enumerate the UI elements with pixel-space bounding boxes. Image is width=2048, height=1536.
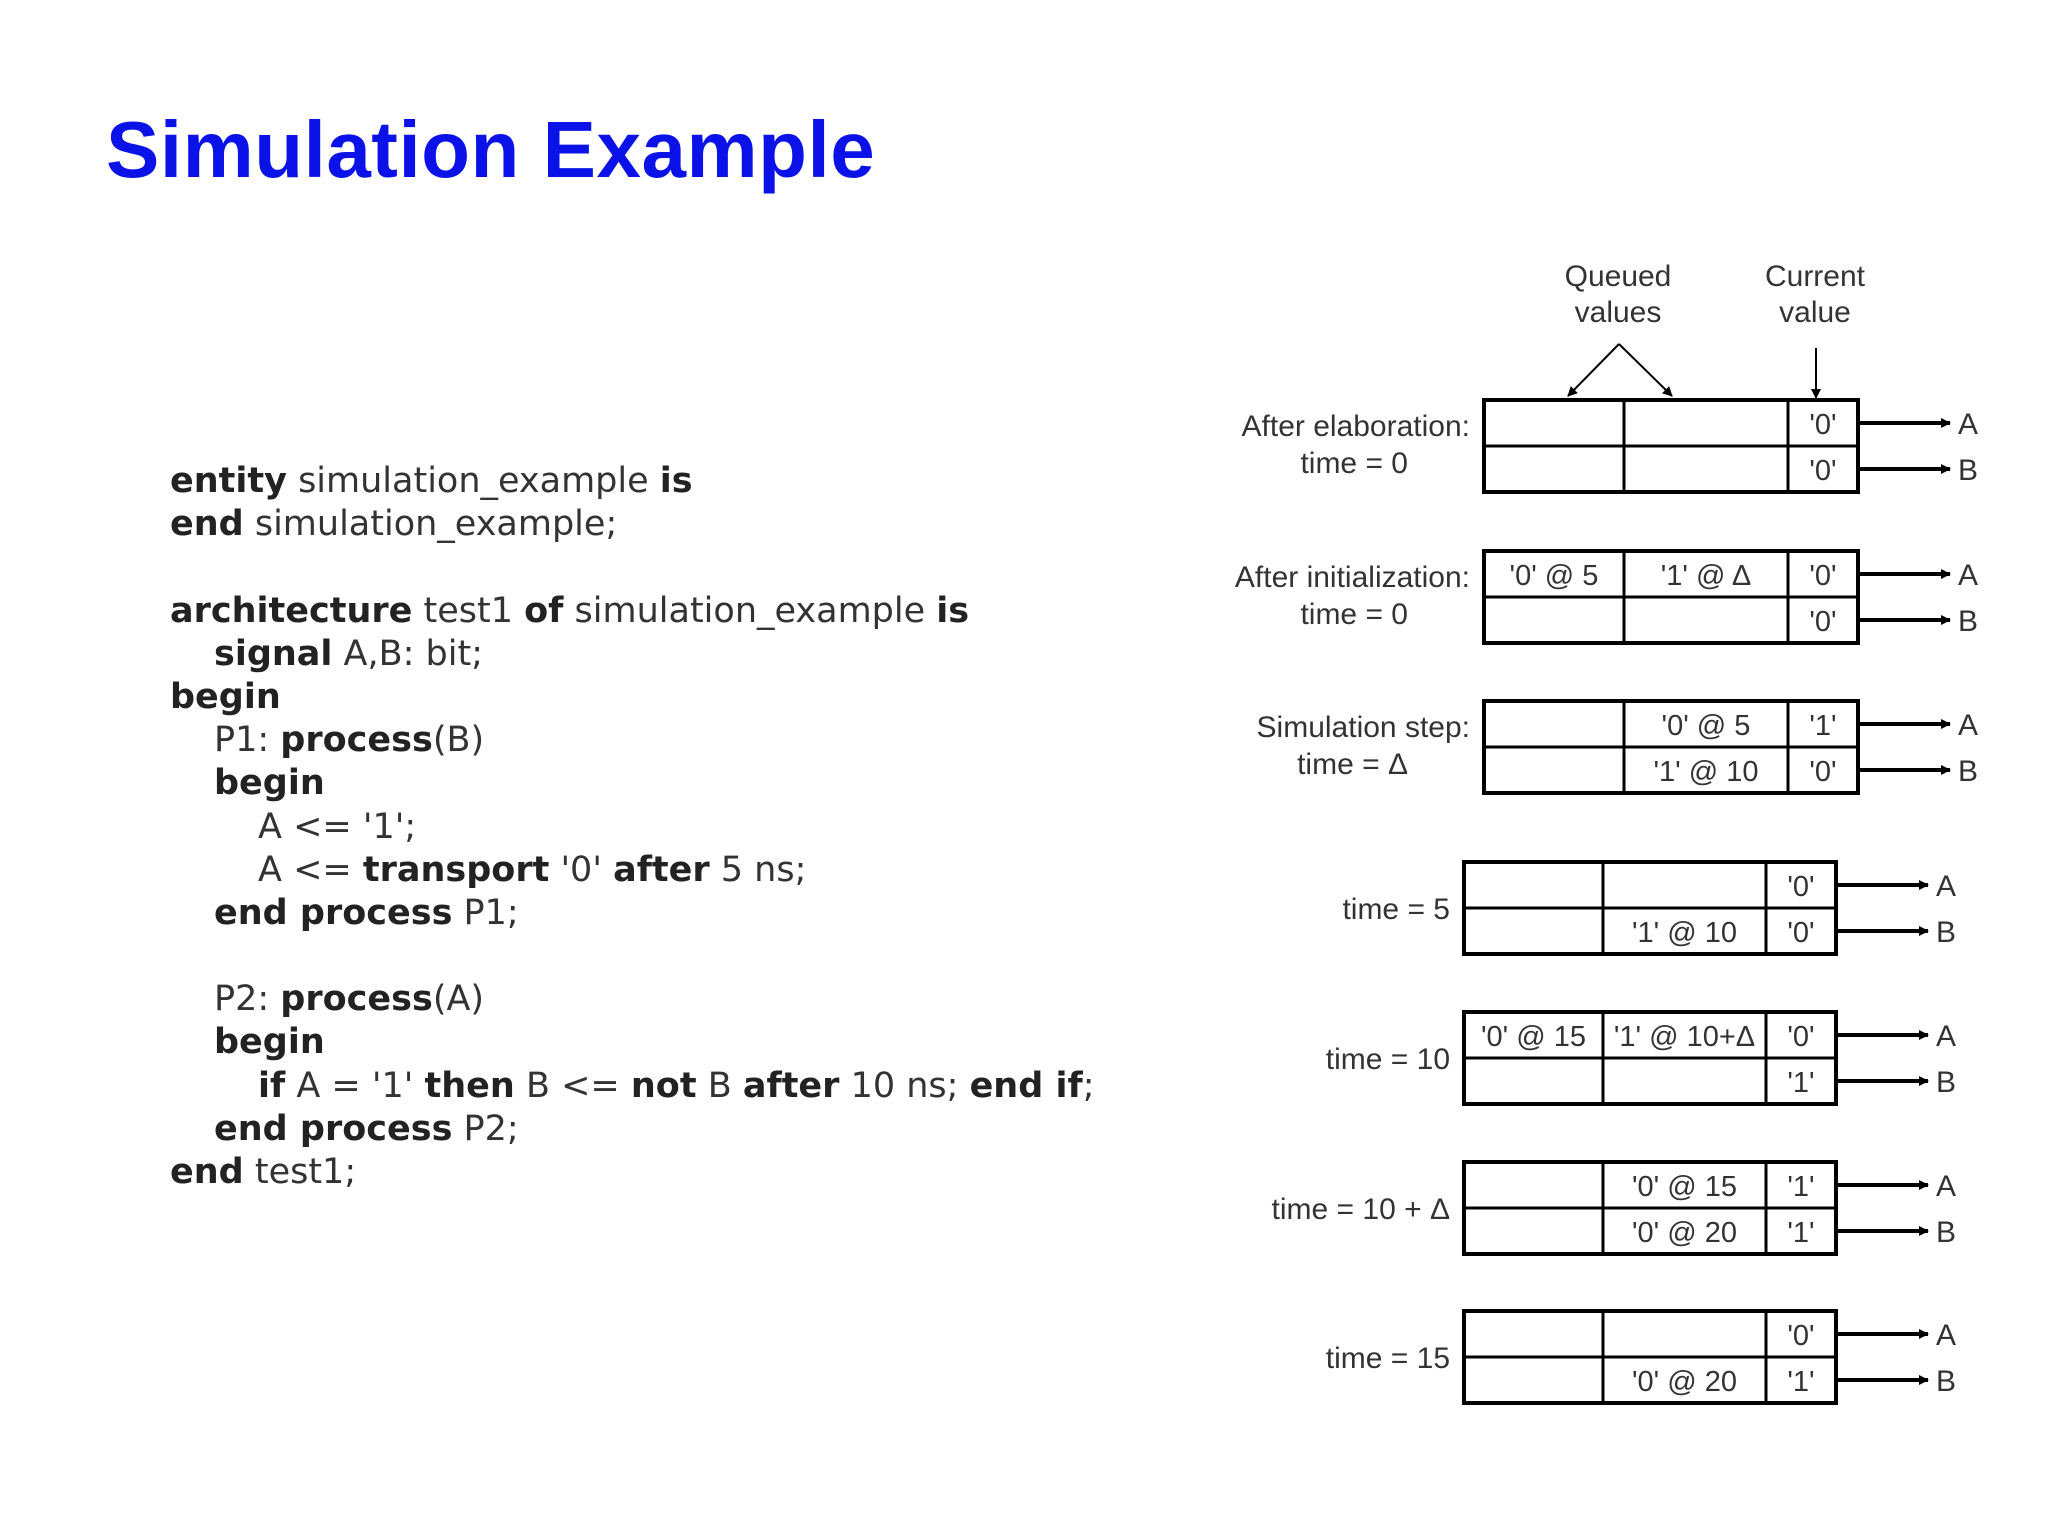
queued-value: '1' @ 10+Δ [1613,1021,1756,1053]
code-keyword: after [613,849,710,890]
current-value: '0' [1809,560,1837,592]
code-text: P2: [214,979,281,1020]
step-label: Simulation step: [1256,711,1470,744]
signal-name: A [1936,870,1957,903]
signal-name: B [1936,1066,1957,1099]
signal-name: B [1958,605,1979,638]
code-keyword: end [170,1152,244,1192]
signal-name: B [1936,1216,1957,1249]
current-value: '1' [1809,710,1837,742]
signal-name: A [1958,559,1979,592]
code-text: simulation_example [286,461,660,501]
step-time-label: time = 10 [1325,1043,1450,1076]
code-text: A,B: bit; [332,633,484,674]
code-keyword: end if [969,1065,1083,1106]
signal-name: B [1936,916,1957,949]
header-current-label: Current [1764,260,1866,293]
code-text: '0' [549,849,614,890]
header-queued-label: Queued [1564,260,1672,293]
step-time-label: time = 0 [1300,447,1408,480]
code-keyword: of [524,590,564,631]
code-text: P1: [214,720,281,761]
code-keyword: architecture [170,590,413,631]
step-time-label: time = 15 [1325,1342,1450,1375]
header-current-label: value [1779,296,1851,329]
step-label: After elaboration: [1241,410,1470,443]
code-keyword: process [280,720,433,761]
code-keyword: begin [214,1022,325,1063]
signal-name: A [1936,1319,1957,1352]
code-keyword: not [630,1065,697,1106]
signal-name: A [1958,408,1979,441]
code-text: 5 ns; [709,849,807,890]
queued-value: '0' @ 20 [1631,1366,1738,1398]
code-text: simulation_example [563,590,937,631]
header-pointer-arrow [1568,344,1619,396]
code-text: test1; [243,1152,357,1192]
current-value: '0' [1787,1021,1815,1053]
queued-value: '0' @ 15 [1480,1021,1587,1053]
code-keyword: after [742,1065,840,1106]
queued-value: '1' @ 10 [1631,917,1738,949]
code-keyword: end process [214,892,453,933]
queued-value: '0' @ 5 [1509,560,1599,592]
current-value: '0' [1787,917,1815,949]
code-text: B <= [514,1065,631,1106]
queued-value: '0' @ 5 [1661,710,1751,742]
header-queued-label: values [1574,296,1662,329]
code-text: A <= '1'; [258,806,417,847]
signal-name: A [1958,709,1979,742]
current-value: '0' [1809,409,1837,441]
code-text: ; [1082,1065,1095,1106]
step-label: After initialization: [1234,561,1470,594]
signal-name: A [1936,1020,1957,1053]
signal-name: A [1936,1170,1957,1203]
code-keyword: entity [170,461,287,501]
code-keyword: begin [170,676,281,717]
code-keyword: transport [362,849,550,890]
current-value: '1' [1787,1171,1815,1203]
code-text: B [696,1065,743,1106]
step-time-label: time = 10 + Δ [1271,1193,1450,1226]
step-time-label: time = 0 [1300,598,1408,631]
code-keyword: end [170,504,244,545]
current-value: '1' [1787,1366,1815,1398]
code-text: P1; [452,892,519,933]
signal-name: B [1958,454,1979,487]
code-keyword: is [936,590,970,631]
current-value: '1' [1787,1217,1815,1249]
code-keyword: then [424,1065,515,1106]
code-text: A = '1' [285,1065,425,1106]
code-text: 10 ns; [839,1065,970,1106]
current-value: '0' [1809,756,1837,788]
signal-name: B [1936,1365,1957,1398]
code-text: (A) [432,979,485,1020]
code-keyword: begin [214,763,325,804]
code-keyword: process [280,979,433,1020]
queued-value: '1' @ 10 [1653,756,1759,788]
current-value: '0' [1809,455,1837,487]
code-text: simulation_example; [243,504,618,545]
code-text: (B) [432,720,485,761]
current-value: '0' [1787,871,1815,903]
header-pointer-arrow [1619,344,1672,396]
code-keyword: is [659,461,693,501]
current-value: '0' [1809,606,1837,638]
step-time-label: time = 5 [1342,893,1450,926]
step-time-label: time = Δ [1297,748,1408,781]
queued-value: '0' @ 20 [1631,1217,1738,1249]
code-keyword: signal [214,633,333,674]
queued-value: '1' @ Δ [1660,560,1752,592]
code-text: test1 [412,590,525,631]
code-text: P2; [452,1108,519,1149]
signal-name: B [1958,755,1979,788]
current-value: '1' [1787,1067,1815,1099]
queued-value: '0' @ 15 [1631,1171,1738,1203]
page-title: Simulation Example [106,105,876,194]
code-text: A <= [258,849,363,890]
current-value: '0' [1787,1320,1815,1352]
code-keyword: if [258,1065,286,1106]
code-keyword: end process [214,1108,453,1149]
